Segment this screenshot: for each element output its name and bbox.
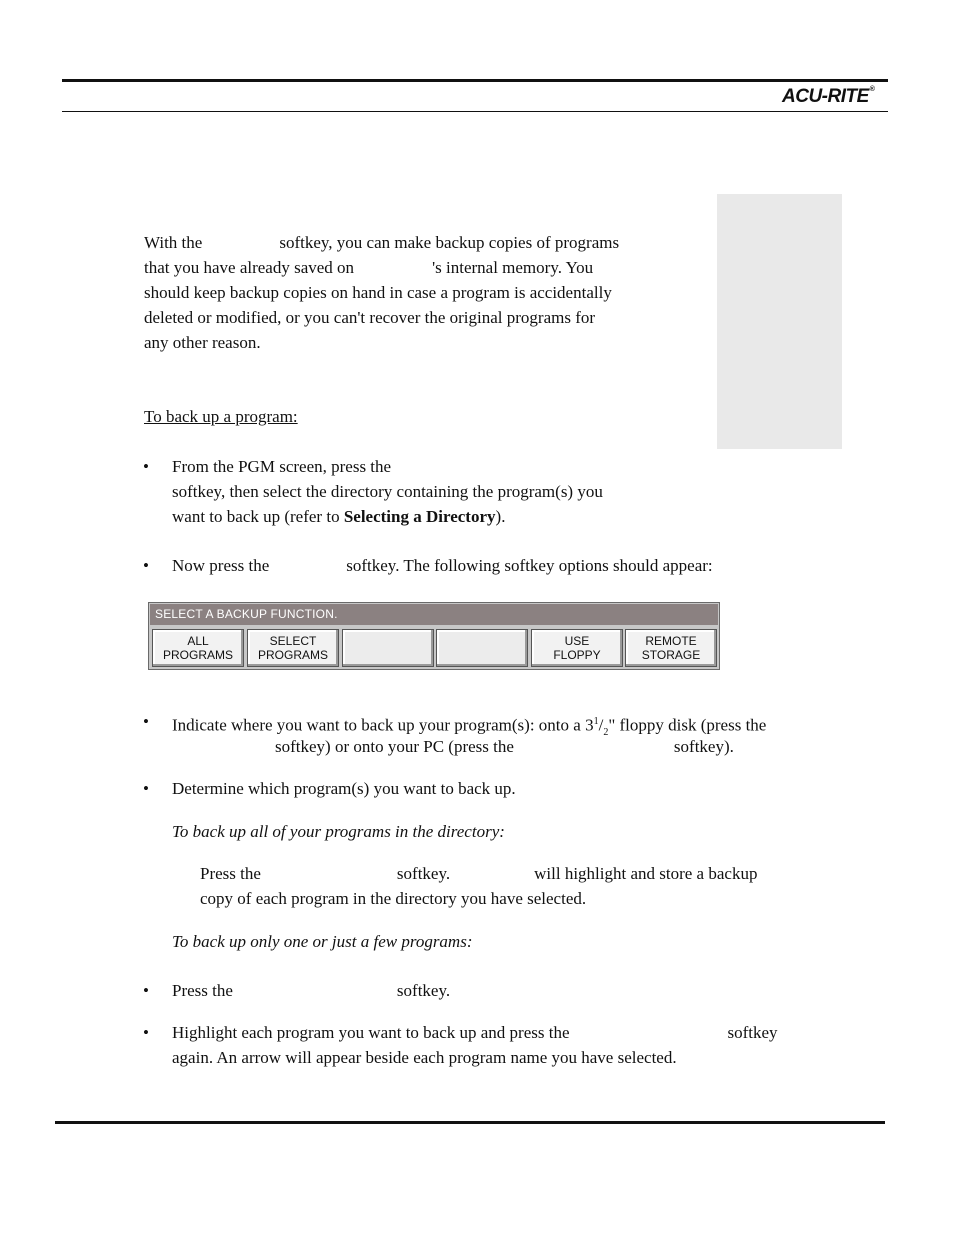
intro-line-3: should keep backup copies on hand in case a program is accidentally	[144, 283, 612, 302]
step1-line-1: From the PGM screen, press the	[172, 457, 392, 476]
header-rule-thin	[62, 111, 888, 112]
bullet-3: •	[143, 712, 149, 731]
step5-line: Press the softkey.	[172, 981, 451, 1000]
few-programs-heading: To back up only one or just a few programs:	[172, 932, 473, 951]
use-floppy-softkey[interactable]: USE FLOPPY	[531, 629, 623, 667]
intro-line-2: that you have already saved on 's internal memory. You	[144, 258, 594, 277]
step4-line: Determine which program(s) you want to back up.	[172, 779, 516, 798]
bullet-1: •	[143, 457, 149, 476]
blank-softkey-3[interactable]	[342, 629, 434, 667]
step1-line-2: softkey, then select the directory containing the program(s) you	[172, 482, 603, 501]
step6-line-2: again. An arrow will appear beside each program name you have selected.	[172, 1048, 677, 1067]
all-programs-line-2: copy of each program in the directory you have selected.	[200, 889, 587, 908]
softkey-panel	[148, 602, 720, 670]
step2-line: Now press the softkey. The following softkey options should appear:	[172, 556, 713, 575]
step1-line-3: want to back up (refer to Selecting a Directory).	[172, 507, 506, 526]
procedure-heading: To back up a program:	[144, 407, 298, 426]
acu-rite-logo: ACU-RITE®	[782, 86, 875, 107]
header-rule-thick	[62, 79, 888, 82]
bullet-6: •	[143, 1023, 149, 1042]
step3-line-1: Indicate where you want to back up your program(s): onto a $3^1/_2$" floppy disk (press the	[172, 715, 767, 739]
bullet-2: •	[143, 556, 149, 575]
all-programs-softkey[interactable]: ALL PROGRAMS	[152, 629, 244, 667]
remote-storage-softkey[interactable]: REMOTE STORAGE	[625, 629, 717, 667]
all-programs-line-1: Press the softkey. will highlight and store a backup	[200, 864, 758, 883]
bullet-5: •	[143, 981, 149, 1000]
margin-note-box	[717, 194, 842, 449]
select-programs-softkey[interactable]: SELECT PROGRAMS	[247, 629, 339, 667]
intro-line-4: deleted or modified, or you can't recover the original programs for	[144, 308, 596, 327]
footer-rule	[55, 1121, 885, 1124]
step6-line-1: Highlight each program you want to back up and press the softkey	[172, 1023, 778, 1042]
intro-line-5: any other reason.	[144, 333, 261, 352]
selecting-directory-ref: Selecting a Directory	[343, 507, 496, 526]
softkey-panel-header: SELECT A BACKUP FUNCTION.	[150, 604, 718, 625]
step3-line-2: softkey) or onto your PC (press the softkey).	[275, 737, 734, 756]
blank-softkey-4[interactable]	[436, 629, 528, 667]
bullet-4: •	[143, 779, 149, 798]
all-programs-heading: To back up all of your programs in the directory:	[172, 822, 505, 841]
intro-line-1: With the softkey, you can make backup copies of programs	[144, 233, 620, 252]
